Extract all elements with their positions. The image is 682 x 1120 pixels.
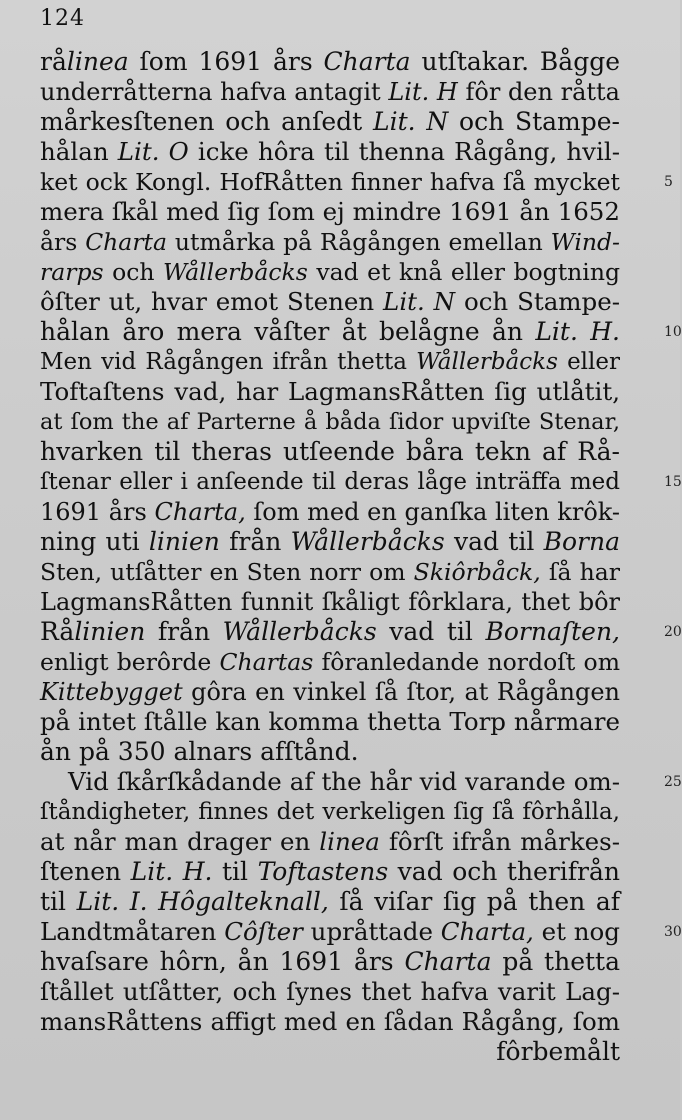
text-line: [40, 737, 620, 767]
text-span: och Stampe-: [448, 107, 620, 136]
italic-text: rarps: [40, 258, 104, 286]
italic-text: linea: [319, 827, 380, 856]
text-span: mansRåttens affigt med en ſådan Rågång, ſom: [40, 1007, 620, 1036]
text-span: ſtåndigheter, finnes det verkeligen ſig ſå fôrhålla,: [40, 799, 620, 825]
line-number: 20: [664, 624, 682, 640]
body-text: [40, 47, 682, 1067]
text-line: [40, 437, 620, 467]
text-span: hvaſsare hôrn, ån 1691 års: [40, 947, 405, 976]
text-span: ning uti: [40, 527, 149, 556]
italic-text: Charta: [85, 228, 168, 256]
text-span: Sten, utſåtter en Sten norr om: [40, 558, 414, 586]
text-line: [40, 857, 620, 887]
text-span: ſtenar eller i anſeende til deras låge inträffa med: [40, 469, 620, 495]
line-number: 25: [664, 774, 682, 790]
italic-text: Charta: [323, 47, 411, 76]
line-number: 30: [664, 924, 682, 940]
text-span: enligt berôrde: [40, 648, 220, 676]
text-span: utmårka på Rågången emellan: [167, 228, 551, 256]
text-line: [40, 827, 620, 857]
text-span: gôra en vinkel ſå ſtor, at Rågången: [182, 678, 620, 706]
text-span: til: [40, 887, 77, 916]
text-line: [40, 317, 682, 347]
italic-text: Lit. I. Hôgalteknall,: [76, 887, 329, 916]
text-span: rå: [40, 47, 67, 76]
text-span: från: [219, 527, 291, 556]
text-line: [40, 647, 620, 677]
text-span: et nog: [533, 917, 620, 946]
italic-text: Toftastens: [257, 857, 389, 886]
text-span: vad och therifrån: [388, 857, 620, 886]
italic-text: Wållerbåcks: [290, 527, 445, 556]
italic-text: Chartas: [219, 648, 314, 676]
text-line: [40, 557, 620, 587]
text-line: [40, 107, 620, 137]
italic-text: Wållerbåcks: [416, 349, 558, 375]
text-span: mårkesſtenen och anſedt: [40, 107, 374, 136]
text-span: hvarken til theras utſeende båra tekn af Rå-: [40, 437, 620, 466]
italic-text: Charta,: [154, 498, 246, 526]
text-line: [40, 347, 620, 377]
text-span: at ſom the af Parterne å båda ſidor upviſte Stenar,: [40, 409, 620, 435]
text-span: och: [103, 258, 164, 286]
italic-text: Wållerbåcks: [163, 258, 308, 286]
text-line: [40, 77, 620, 107]
italic-text: Lit. H: [388, 78, 458, 106]
text-span: LagmansRåtten funnit ſkåligt fôrklara, thet bôr: [40, 588, 620, 616]
italic-text: linea: [66, 47, 129, 76]
text-span: til: [212, 857, 258, 886]
text-span: upråttade: [302, 917, 441, 946]
italic-text: Wind-: [550, 228, 620, 256]
text-line: [40, 587, 620, 617]
italic-text: Lit. H.: [535, 317, 620, 346]
text-span: ſom med en ganſka liten krôk-: [245, 498, 620, 526]
text-line: [40, 407, 620, 437]
text-line: [40, 1007, 620, 1037]
text-span: vad til: [444, 527, 544, 556]
text-span: fôranledande nordoſt om: [313, 648, 620, 676]
text-line: [40, 917, 682, 947]
italic-text: Lit. N: [383, 287, 456, 316]
text-line: [40, 527, 620, 557]
text-span: på thetta: [491, 947, 620, 976]
text-span: ôſter ut, hvar emot Stenen: [40, 287, 384, 316]
text-line: [40, 707, 620, 737]
italic-text: Côſter: [224, 917, 303, 946]
text-line: [40, 197, 620, 227]
text-span: vad til: [376, 617, 486, 646]
text-span: ſom 1691 års: [128, 47, 324, 76]
text-line: [40, 167, 673, 197]
text-line: [40, 797, 620, 827]
text-line: [40, 947, 620, 977]
text-line: [40, 977, 620, 1007]
text-span: från: [145, 617, 223, 646]
text-span: ån på 350 alnars afſtånd.: [40, 737, 359, 766]
italic-text: Skiôrbåck,: [413, 558, 541, 586]
text-span: 1691 års: [40, 498, 155, 526]
text-line: [40, 887, 620, 917]
line-number: 15: [664, 474, 682, 490]
text-line: [40, 137, 620, 167]
text-span: Rå: [40, 617, 75, 646]
italic-text: Charta: [404, 947, 492, 976]
text-span: Men vid Rågången ifrån thetta: [40, 349, 417, 375]
text-span: Toftaſtens vad, har LagmansRåtten ſig utlåtit,: [40, 377, 620, 406]
text-span: hålan åro mera våſter åt belågne ån: [40, 317, 536, 346]
text-span: ket ock Kongl. HofRåtten finner hafva ſå mycket: [40, 168, 620, 196]
text-line: [40, 287, 620, 317]
text-span: eller: [557, 349, 620, 375]
text-line: [40, 257, 620, 287]
italic-text: Wållerbåcks: [222, 617, 377, 646]
text-line: [40, 227, 620, 257]
text-span: Vid ſkårſkådande af the hår vid varande om-: [68, 767, 620, 796]
text-span: Landtmåtaren: [40, 917, 225, 946]
italic-text: Lit. H.: [130, 857, 213, 886]
text-span: ſå viſar ſig på then af: [328, 887, 621, 916]
text-span: på intet ſtålle kan komma thetta Torp nårmare: [40, 707, 620, 736]
text-line: [40, 1037, 620, 1067]
italic-text: linien: [74, 617, 146, 646]
text-span: at når man drager en: [40, 827, 320, 856]
italic-text: Borna: [543, 527, 620, 556]
text-line: [40, 677, 620, 707]
text-line: [40, 377, 620, 407]
italic-text: Charta,: [440, 917, 534, 946]
text-line: [40, 767, 682, 797]
text-line: [40, 617, 682, 647]
text-span: års: [40, 228, 86, 256]
line-number: 5: [664, 174, 673, 190]
text-span: icke hôra til thenna Rågång, hvil-: [188, 137, 620, 166]
text-span: ſå har: [540, 558, 621, 586]
text-span: och Stampe-: [455, 287, 620, 316]
text-span: ſtenen: [40, 857, 131, 886]
page-number: 124: [40, 6, 85, 31]
italic-text: Bornaſten,: [485, 617, 620, 646]
text-line: [40, 47, 620, 77]
italic-text: Lit. N: [373, 107, 449, 136]
italic-text: linien: [148, 527, 220, 556]
text-span: fôrſt ifrån mårkes-: [379, 827, 620, 856]
text-span: mera ſkål med ſig ſom ej mindre 1691 ån 1652: [40, 197, 620, 226]
text-line: [40, 467, 682, 497]
text-span: vad et knå eller bogtning: [307, 258, 620, 286]
text-line: [40, 497, 620, 527]
text-span: ſtållet utſåtter, och ſynes thet hafva varit Lag-: [40, 977, 620, 1006]
text-span: utſtakar. Bågge: [410, 47, 621, 76]
italic-text: Kittebygget: [40, 678, 183, 706]
text-span: hålan: [40, 137, 118, 166]
text-span: underråtterna hafva antagit: [40, 78, 389, 106]
text-span: fôrbemålt: [496, 1037, 620, 1066]
italic-text: Lit. O: [117, 137, 189, 166]
text-span: fôr den råtta: [457, 78, 620, 106]
line-number: 10: [664, 324, 682, 340]
